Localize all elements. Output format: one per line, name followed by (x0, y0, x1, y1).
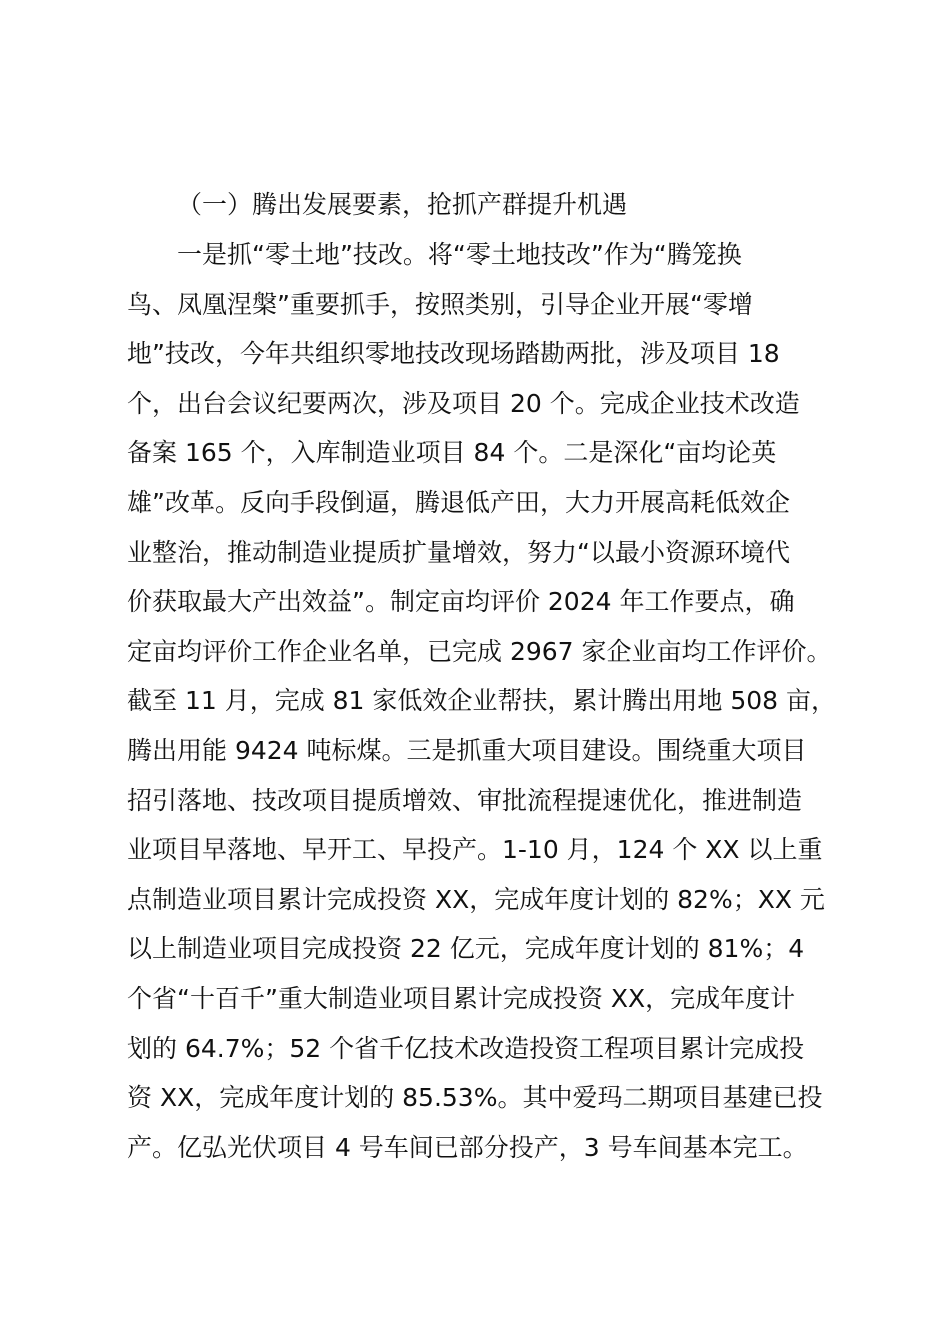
document-body (127, 180, 867, 1172)
paragraph-line: 以上制造业项目完成投资 22 亿元，完成年度计划的 81%；4 (127, 934, 805, 964)
paragraph-line: 腾出用能 9424 吨标煤。三是抓重大项目建设。围绕重大项目 (127, 735, 807, 765)
paragraph-line: 雄”改革。反向手段倒逼，腾退低产田，大力开展高耗低效企 (127, 487, 790, 517)
paragraph-line: 价获取最大产出效益”。制定亩均评价 2024 年工作要点，确 (127, 587, 795, 617)
paragraph-line: 鸟、凤凰涅槃”重要抓手，按照类别，引导企业开展“零增 (127, 289, 753, 319)
paragraph-line: 地”技改，今年共组织零地技改现场踏勘两批，涉及项目 18 (127, 339, 780, 369)
paragraph-line: 招引落地、技改项目提质增效、审批流程提速优化，推进制造 (127, 785, 803, 815)
paragraph-line: 点制造业项目累计完成投资 XX，完成年度计划的 82%；XX 元 (127, 884, 825, 914)
paragraph-line: 个省“十百千”重大制造业项目累计完成投资 XX，完成年度计 (127, 983, 796, 1013)
paragraph-line: 备案 165 个，入库制造业项目 84 个。二是深化“亩均论英 (127, 438, 777, 468)
paragraph-line: 定亩均评价工作企业名单，已完成 2967 家企业亩均工作评价。 (127, 636, 832, 666)
paragraph-line: 截至 11 月，完成 81 家低效企业帮扶，累计腾出用地 508 亩， (127, 686, 837, 716)
paragraph-line: 业项目早落地、早开工、早投产。1-10 月，124 个 XX 以上重 (127, 835, 823, 865)
paragraph-line: 业整治，推动制造业提质扩量增效，努力“以最小资源环境代 (127, 537, 790, 567)
section-heading: （一）腾出发展要素，抢抓产群提升机遇 (177, 190, 628, 219)
paragraph-line: 个，出台会议纪要两次，涉及项目 20 个。完成企业技术改造 (127, 388, 800, 418)
paragraph-line: 一是抓“零土地”技改。将“零土地技改”作为“腾笼换 (177, 240, 742, 269)
paragraph-line: 产。亿弘光伏项目 4 号车间已部分投产，3 号车间基本完工。 (127, 1132, 808, 1162)
paragraph-line: 划的 64.7%；52 个省千亿技术改造投资工程项目累计完成投 (127, 1033, 805, 1063)
paragraph-line: 资 XX，完成年度计划的 85.53%。其中爱玛二期项目基建已投 (127, 1083, 823, 1113)
